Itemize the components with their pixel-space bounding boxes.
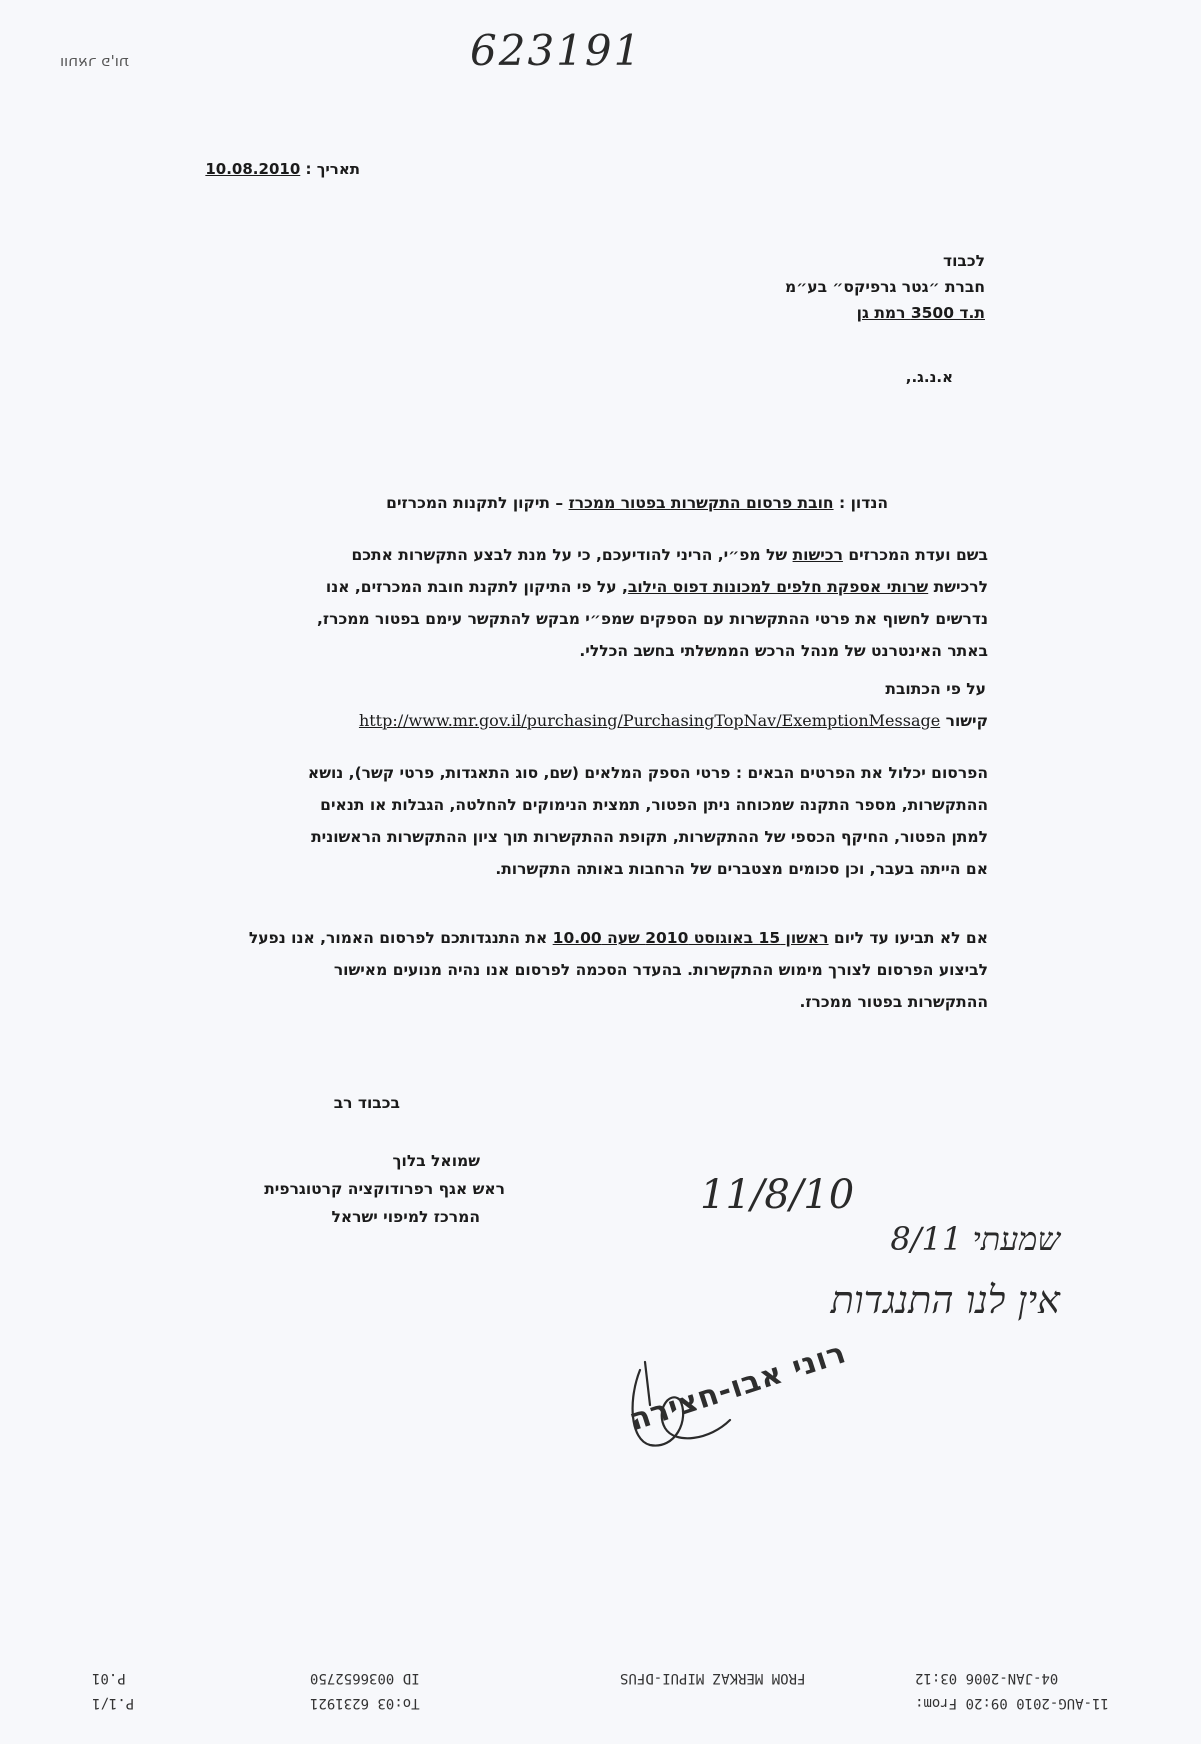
service-description: שרותי אספקת חלפים למכונות דפוס הילוב: [627, 578, 929, 596]
recipient-salutation: לכבוד: [942, 252, 985, 270]
paragraph-line: ההתקשרות, מספר התקנה שמכוחה ניתן הפטור, תמצית הנימוקים להחלטה, הגבלות או תנאים: [320, 796, 988, 814]
signatory-title: ראש אגף רפרודוקציה קרטוגרפית: [264, 1180, 505, 1198]
date-value: 10.08.2010: [205, 160, 301, 178]
handwritten-line-1: שמעתי 8/11: [890, 1220, 1060, 1258]
fax-from-name: FROM MERKAZ MIPUI-DFUS: [620, 1670, 806, 1686]
recipient-address: ת.ד 3500 רמת גן: [856, 304, 985, 322]
paragraph-line: ההתקשרות בפטור ממכרז.: [799, 993, 988, 1011]
subject-label: הנדון :: [838, 494, 888, 512]
paragraph-line: באתר האינטרנט של מנהל הרכש הממשלתי בחשב הכללי.: [579, 642, 988, 660]
paragraph-line: אם הייתה בעבר, וכן סכומים מצטברים של הרחבות באותה התקשרות.: [495, 860, 988, 878]
paragraph-line: למתן הפטור, החיקף הכספי של ההתקשרות, תקופת ההתקשרות תוך ציון ההתקשרות הראשונית: [311, 828, 988, 846]
date-line: [180, 160, 360, 178]
greeting: א.נ.ג.,: [905, 368, 953, 386]
fax-page-number: P.01: [92, 1670, 126, 1686]
fax-timestamp-1: 04-JAN-2006 03:12: [915, 1670, 1059, 1686]
fax-timestamp-2: 11-AUG-2010 09:20 From:: [915, 1695, 1109, 1711]
deadline-date: ראשון 15 באוגוסט 2010 שעה 10.00: [552, 929, 829, 947]
exemption-url-link[interactable]: http://www.mr.gov.il/purchasing/PurchasingTopNav/ExemptionMessage: [358, 711, 941, 730]
signatory-name: שמואל בלוך: [392, 1152, 480, 1170]
paragraph-line: בשם ועדת המכרזים רכישות של מפ״י, הריני להודיעכם, כי על מנת לבצע התקשרות אתכם: [351, 546, 988, 564]
fax-stamp-top-left: ווחאר פ'ות: [60, 52, 129, 70]
link-label: קישור: [945, 712, 988, 730]
signatory-block: [240, 1147, 505, 1231]
paragraph-objection-deadline: [180, 922, 988, 1018]
procurement-field: רכישות: [792, 546, 843, 564]
fax-to-number: To:03 6231921: [310, 1695, 420, 1711]
approval-stamp: רוני אבו-חצירה: [625, 1335, 851, 1439]
handwritten-line-2: אין לנו התנגדות: [830, 1278, 1060, 1322]
subject-main: חובת פרסום התקשרות בפטור ממכרז: [568, 494, 834, 512]
subject-tail: – תיקון לתקנות המכרזים: [386, 494, 569, 512]
paragraph-publication-details: [180, 757, 988, 885]
closing: בכבוד רב: [333, 1094, 400, 1112]
link-line: [270, 711, 988, 730]
recipient-block: [600, 248, 985, 326]
paragraph-line: לרכישת שרותי אספקת חלפים למכונות דפוס הילוב, על פי התיקון לתקנת חובת המכרזים, אנו: [325, 578, 988, 596]
fax-to-id: ID 0036652750: [310, 1670, 420, 1686]
signatory-org: המרכז למיפוי ישראל: [331, 1208, 480, 1226]
paragraph-line: אם לא תביעו עד ליום ראשון 15 באוגוסט 2010 שעה 10.00 את התנגדותכם לפרסום האמור, אנו נפעל: [248, 929, 988, 947]
recipient-company: חברת ״גטר גרפיקס״ בע״מ: [785, 278, 985, 296]
subject-line: [200, 494, 888, 512]
address-label: על פי הכתובת: [885, 680, 986, 698]
fax-page-count: P.1/1: [92, 1695, 135, 1711]
handwritten-file-number: 623191: [470, 26, 643, 75]
date-label: תאריך :: [305, 160, 360, 178]
paragraph-line: הפרסום יכלול את הפרטים הבאים : פרטי הספק המלאים (שם, סוג התאגדות, פרטי קשר), נושא: [307, 764, 988, 782]
handwritten-date: 11/8/10: [700, 1172, 855, 1218]
paragraph-notice: [180, 539, 988, 667]
paragraph-line: נדרשים לחשוף את פרטי ההתקשרות עם הספקים שמפ״י מבקש להתקשר עימם בפטור ממכרז,: [317, 610, 988, 628]
paragraph-line: לביצוע הפרסום לצורך מימוש ההתקשרות. בהעדר הסכמה לפרסום אנו נהיה מנועים מאישור: [333, 961, 988, 979]
